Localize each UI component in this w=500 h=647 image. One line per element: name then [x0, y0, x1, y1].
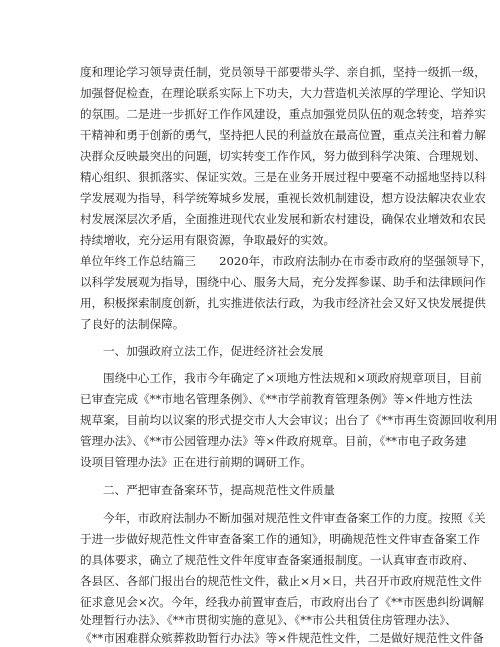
text-line: 精心组织、狠抓落实、保证实效。三是在业务开展过程中要毫不动摇地坚持以科: [80, 170, 486, 184]
text-line: 征求意见会×次。今年，经我办前置审查后，市政府出台了《**市医患纠纷调解: [80, 595, 484, 609]
section-heading: 单位年终工作总结篇三 2020年，市政府法制办在市委市政府的坚强领导下，: [80, 254, 493, 268]
text-line: 管理办法》、《**市公园管理办法》等×件政府规章。目前，《**市电子政务建: [80, 434, 467, 448]
text-line: 学发展观为指导，科学统筹城乡发展，重视长效机制建设，想方设法解决农业农: [80, 191, 486, 205]
text-line: 规草案，目前均以议案的形式提交市人大会审议；出台了《**市再生资源回收利用: [80, 413, 498, 427]
text-line: 村发展深层次矛盾，全面推进现代农业发展和新农村建设，确保农业增效和农民: [80, 212, 486, 226]
text-line: 持续增收，充分运用有限资源，争取最好的实效。: [80, 233, 336, 247]
text-line: 今年，市政府法制办不断加强对规范性文件审查备案工作的力度。按照《关: [103, 511, 486, 525]
text-line: 决群众反映最突出的问题，切实转变工作作风，努力做到科学决策、合理规划、: [80, 149, 486, 163]
text-line: 的氛围。二是进一步抓好工作作风建设，重点加强党员队伍的观念转变，培养实: [80, 107, 486, 121]
text-line: 《**市困难群众殡葬救助暂行办法》等×件规范性文件，二是做好规范性文件备: [80, 631, 484, 645]
text-line: 处理暂行办法》、《**市贯彻实施的意见》、《**市公共租赁住房管理办法》、: [80, 613, 457, 627]
subsection-heading: 一、加强政府立法工作，促进经济社会发展: [103, 344, 324, 358]
text-line: 设项目管理办法》正在进行前期的调研工作。: [80, 455, 312, 469]
text-line: 了良好的法制保障。: [80, 317, 185, 331]
text-line: 度和理论学习领导责任制，党员领导干部要带头学、亲自抓，坚持一级抓一级，: [80, 65, 486, 79]
text-line: 各县区、各部门报出台的规范性文件，截止×月×日，共召开市政府规范性文件: [80, 574, 483, 588]
text-line: 以科学发展观为指导，围绕中心、服务大局，充分发挥参谋、助手和法律顾问作: [80, 275, 486, 289]
text-line: 用，积极探索制度创新，扎实推进依法行政，为我市经济社会又好又快发展提供: [80, 296, 486, 310]
text-line: 已审查完成《**市地名管理条例》、《**市学前教育管理条例》等×件地方性法: [80, 392, 473, 406]
text-line: 于进一步做好规范性文件审查备案工作的通知》，明确规范性文件审查备案工作: [80, 532, 480, 546]
text-line: 干精神和勇于创新的勇气，坚持把人民的利益放在最高位置，重点关注和着力解: [80, 128, 486, 142]
subsection-heading: 二、严把审查备案环节，提高规范性文件质量: [103, 483, 335, 497]
text-line: 围绕中心工作，我市今年确定了×项地方性法规和×项政府规章项目，目前: [103, 371, 482, 385]
text-line: 加强督促检查，在理论联系实际上下功夫，大力营造机关浓厚的学理论、学知识: [80, 86, 486, 100]
text-line: 的具体要求，确立了规范性文件年度审查备案通报制度。一认真审查市政府、: [80, 553, 475, 567]
